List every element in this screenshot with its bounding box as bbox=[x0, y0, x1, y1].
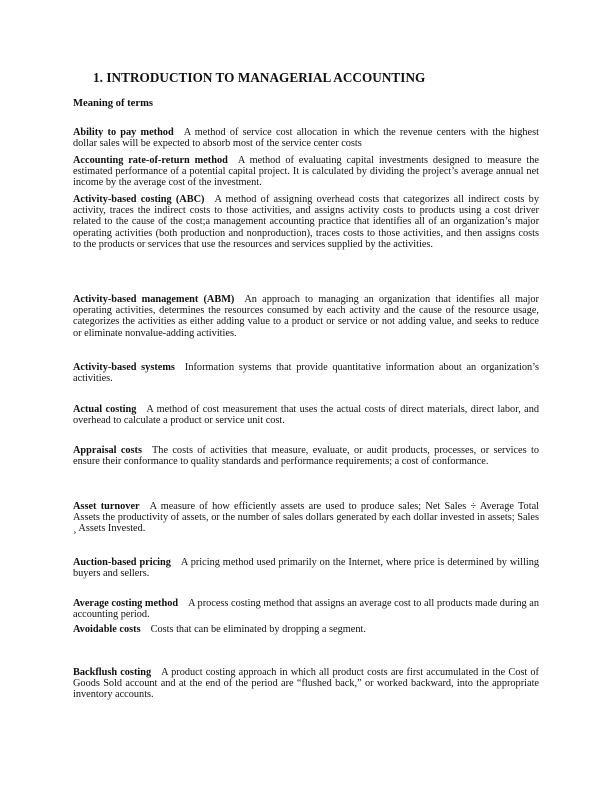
glossary-term: Avoidable costs bbox=[73, 624, 141, 635]
glossary-term: Activity-based management (ABM) bbox=[73, 294, 235, 305]
glossary-term: Activity-based systems bbox=[73, 362, 175, 373]
glossary-term: Appraisal costs bbox=[73, 445, 142, 456]
glossary-term: Average costing method bbox=[73, 598, 179, 609]
glossary-term: Ability to pay method bbox=[73, 127, 174, 138]
glossary-definition: A method of evaluating capital investments designed to measure the estimated performance of a potential capital project. It is calculated by dividing the project’s average annual net income by the average cost of the investment. bbox=[73, 155, 540, 189]
glossary-entry bbox=[73, 404, 539, 426]
glossary-entry bbox=[73, 155, 539, 189]
glossary-definition: A measure of how efficiently assets are used to produce sales; Net Sales ÷ Average Total Assets the productivity of assets, or the number of sales dollars generated by each dollar invested in assets; Sales ¸ Assets Invested. bbox=[73, 501, 539, 535]
section-heading: Meaning of terms bbox=[73, 98, 154, 109]
glossary-term: Auction-based pricing bbox=[73, 557, 171, 568]
glossary-entry bbox=[73, 127, 539, 149]
glossary-definition: A pricing method used primarily on the Internet, where price is determined by willing buyers and sellers. bbox=[73, 557, 539, 580]
glossary-entry bbox=[73, 194, 539, 250]
glossary-definition: A product costing approach in which all product costs are first accumulated in the Cost of Goods Sold account and at the end of the period are “flushed back,” or worked backward, into the appropriate inventory accounts. bbox=[73, 667, 539, 701]
glossary-term: Asset turnover bbox=[73, 501, 140, 512]
glossary-definition: Information systems that provide quantitative information about an organization’s activities. bbox=[73, 362, 539, 385]
glossary-definition: Costs that can be eliminated by dropping a segment. bbox=[150, 624, 366, 635]
glossary-entry bbox=[73, 598, 539, 620]
glossary-definition: A process costing method that assigns an average cost to all products made during an accounting period. bbox=[73, 598, 539, 621]
glossary-definition: A method of cost measurement that uses the actual costs of direct materials, direct labor, and overhead to calculate a product or service unit cost. bbox=[73, 404, 539, 427]
glossary-definition: The costs of activities that measure, evaluate, or audit products, processes, or services to ensure their conformance to quality standards and performance requirements; a cost of conformance. bbox=[73, 445, 539, 468]
glossary-entry bbox=[73, 501, 539, 535]
page-title: 1. INTRODUCTION TO MANAGERIAL ACCOUNTING bbox=[93, 70, 426, 85]
glossary-entry bbox=[73, 624, 539, 635]
glossary-entry bbox=[73, 362, 539, 384]
glossary-entry bbox=[73, 667, 539, 701]
glossary-term: Accounting rate-of-return method bbox=[73, 155, 228, 166]
glossary-term: Backflush costing bbox=[73, 667, 152, 678]
glossary-term: Actual costing bbox=[73, 404, 137, 415]
glossary-term: Activity-based costing (ABC) bbox=[73, 194, 205, 205]
glossary-definition: An approach to managing an organization that identifies all major operating activities, determines the resources consumed by each activity and the cause of the resource usage, categorizes the activities as either adding value to a product or service or not adding value, and seeks to reduce or eliminate nonvalue-adding activities. bbox=[73, 294, 539, 339]
glossary-entry bbox=[73, 557, 539, 579]
glossary-entry bbox=[73, 294, 539, 339]
glossary-definition: A method of service cost allocation in which the revenue centers with the highest dollar sales will be expected to absorb most of the service center costs bbox=[73, 127, 539, 150]
glossary-definition: A method of assigning overhead costs that categorizes all indirect costs by activity, traces the indirect costs to those activities, and assigns activity costs to products using a cost driver related to the cause of the cost;a management accounting practice that identifies all of an organization’s major operating activities (both production and nonproduction), traces costs to those activities, and then assigns costs to the products or services that use the resources and services supplied by the activities. bbox=[73, 194, 539, 250]
glossary-entry bbox=[73, 445, 539, 467]
